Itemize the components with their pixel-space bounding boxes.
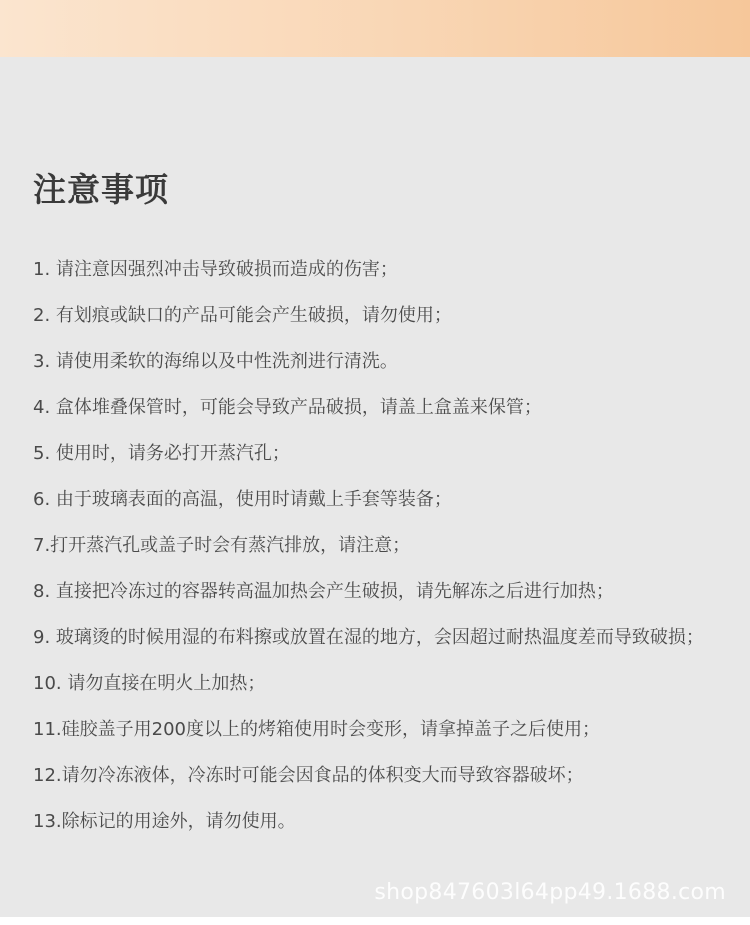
note-item-6: 6. 由于玻璃表面的高温，使用时请戴上手套等装备； <box>33 489 452 510</box>
note-item-7: 7.打开蒸汽孔或盖子时会有蒸汽排放，请注意； <box>33 535 411 556</box>
note-item-1: 1. 请注意因强烈冲击导致破损而造成的伤害； <box>33 259 398 280</box>
note-item-13: 13.除标记的用途外，请勿使用。 <box>33 811 296 832</box>
note-item-9: 9. 玻璃烫的时候用湿的布料擦或放置在湿的地方，会因超过耐热温度差而导致破损； <box>33 627 704 648</box>
note-item-10: 10. 请勿直接在明火上加热； <box>33 673 266 694</box>
top-gradient-band <box>0 0 750 57</box>
note-item-3: 3. 请使用柔软的海绵以及中性洗剂进行清洗。 <box>33 351 398 372</box>
shop-watermark: shop847603l64pp49.1688.com <box>374 880 726 905</box>
page-title: 注意事项 <box>33 170 169 209</box>
note-item-8: 8. 直接把冷冻过的容器转高温加热会产生破损，请先解冻之后进行加热； <box>33 581 614 602</box>
note-item-12: 12.请勿冷冻液体，冷冻时可能会因食品的体积变大而导致容器破坏； <box>33 765 584 786</box>
note-item-11: 11.硅胶盖子用200度以上的烤箱使用时会变形，请拿掉盖子之后使用； <box>33 719 600 740</box>
note-item-5: 5. 使用时，请务必打开蒸汽孔； <box>33 443 290 464</box>
bottom-strip <box>0 917 750 925</box>
note-item-4: 4. 盒体堆叠保管时，可能会导致产品破损，请盖上盒盖来保管； <box>33 397 542 418</box>
note-item-2: 2. 有划痕或缺口的产品可能会产生破损，请勿使用； <box>33 305 452 326</box>
notes-list <box>33 252 704 850</box>
